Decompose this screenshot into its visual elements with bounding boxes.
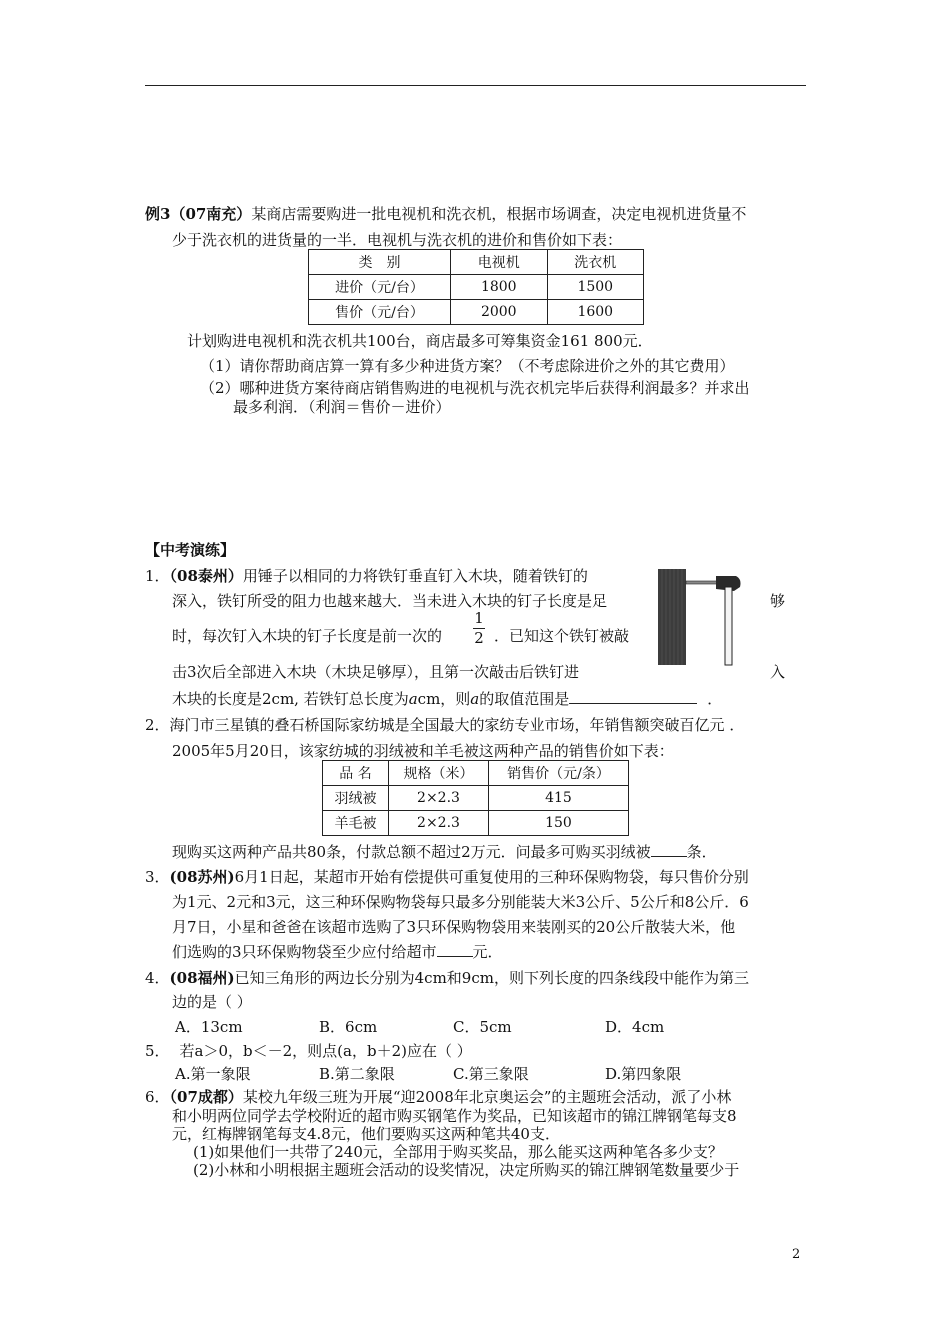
p6-line1-text: 某校九年级三班为开展“迎2008年北京奥运会”的主题班会活动，派了小林 [242,1088,732,1106]
p2-line1 [145,714,744,735]
p5-stem: 若a＞0，b＜－2，则点(a，b＋2)应在（ ） [179,1042,472,1060]
p4-option-c: C．5cm [453,1018,512,1036]
p3-source: (08苏州) [169,868,235,886]
answer-blank [437,942,473,957]
example3-q2-line2: 最多利润．（利润＝售价－进价） [233,398,451,416]
example3-plan: 计划购进电视机和洗衣机共100台，商店最多可筹集资金161 800元． [187,332,653,350]
table-cell: 415 [488,786,628,811]
p4-line1 [145,967,749,988]
table-cell: 1800 [451,275,547,300]
p1-line5-post: 的取值范围是 [479,690,570,708]
example3-q2-line1: （2）哪种进货方案待商店销售购进的电视机与洗衣机完毕后获得利润最多？并求出 [200,379,750,397]
header-rule [145,85,806,86]
table-cell: 2×2.3 [389,786,489,811]
p6-q2: (2)小林和小明根据主题班会活动的设奖情况，决定所购买的锦江牌钢笔数量要少于 [193,1161,740,1179]
p1-source: （08泰州） [169,567,243,585]
p3-line3: 月7日，小星和爸爸在该超市选购了3只环保购物袋用来装刚买的20公斤散装大米，他 [172,918,736,936]
p5-option-d: D.第四象限 [605,1065,682,1083]
p1-var-a: a [408,690,418,708]
p1-line1-text: 用锤子以相同的力将铁钉垂直钉入木块，随着铁钉的 [242,567,588,585]
p1-line4-tail: 入 [770,663,786,681]
table-row [323,811,629,836]
p4-source: (08福州) [169,969,235,987]
p1-line2: 深入，铁钉所受的阻力也越来越大．当未进入木块的钉子长度是足 [172,592,608,610]
table-cell: 售价（元/台） [309,300,451,325]
hammer-handle [725,587,732,665]
p3-line4 [172,941,503,962]
example3-line1-text: 某商店需要购进一批电视机和洗衣机，根据市场调查，决定电视机进货量不 [251,205,747,223]
p3-number: 3． [145,868,170,886]
p2-line2: 2005年5月20日，该家纺城的羽绒被和羊毛被这两种产品的销售价如下表： [172,742,674,760]
example3-source: （07南充） [170,205,252,223]
p1-number: 1． [145,567,170,585]
table-cell: 2000 [451,300,547,325]
table-header-cell: 类 别 [309,250,451,275]
p3-line1-text: 6月1日起，某超市开始有偿提供可重复使用的三种环保购物袋，每只售价分别 [234,868,749,886]
table-header-cell: 洗衣机 [547,250,643,275]
p1-line5-mid: cm，则 [417,690,471,708]
p1-line5-pre: 木块的长度是2cm, 若铁钉总长度为 [172,690,409,708]
answer-blank [569,689,697,704]
table-cell: 进价（元/台） [309,275,451,300]
p2-line1-text: 海门市三星镇的叠石桥国际家纺城是全国最大的家纺专业市场，年销售额突破百亿元 ． [169,716,745,734]
p6-number: 6． [145,1088,170,1106]
p4-number: 4． [145,969,170,987]
p1-line4: 击3次后全部进入木块（木块足够厚），且第一次敲击后铁钉进 [172,663,580,681]
table-cell: 羽绒被 [323,786,389,811]
p5-option-b: B.第二象限 [319,1065,395,1083]
p4-option-a: A．13cm [175,1018,243,1036]
p2-line3-post: 条． [686,843,717,861]
p1-var-a2: a [470,690,480,708]
table-cell: 羊毛被 [323,811,389,836]
p2-table [322,760,629,836]
table-row [323,786,629,811]
p5-option-c: C.第三象限 [453,1065,529,1083]
p5-number: 5． [145,1042,170,1060]
p1-line1 [145,565,588,586]
p4-option-d: D．4cm [605,1018,665,1036]
table-cell: 150 [488,811,628,836]
table-row [309,250,644,275]
p3-line1 [145,866,749,887]
p1-line5 [172,688,722,709]
table-row [309,275,644,300]
p2-line3-pre: 现购买这两种产品共80条，付款总额不超过2万元．问最多可购买羽绒被 [172,843,651,861]
table-row [309,300,644,325]
fraction-denominator: 2 [474,629,484,647]
p1-line2-tail: 够 [770,592,786,610]
p5-line1 [145,1040,472,1061]
table-header-cell: 规格（米） [389,761,489,786]
answer-blank [651,842,687,857]
table-header-cell: 电视机 [451,250,547,275]
p1-line5-end: ． [707,690,723,708]
table-header-cell: 品 名 [323,761,389,786]
example3-line2: 少于洗衣机的进货量的一半．电视机与洗衣机的进价和售价如下表： [172,231,623,249]
p3-line4-post: 元． [472,943,503,961]
p4-line1-text: 已知三角形的两边长分别为4cm和9cm，则下列长度的四条线段中能作为第三 [234,969,749,987]
p2-number: 2． [145,716,170,734]
p1-line3-pre: 时，每次钉入木块的钉子长度是前一次的 [172,627,443,645]
table-header-cell: 销售价（元/条） [488,761,628,786]
table-cell: 2×2.3 [389,811,489,836]
example3-q1: （1）请你帮助商店算一算有多少种进货方案？（不考虑除进价之外的其它费用） [200,357,735,375]
example3-label: 例3 [145,205,171,223]
p3-line2: 为1元、2元和3元，这三种环保购物袋每只最多分别能装大米3公斤、5公斤和8公斤．6 [172,893,749,911]
p1-fraction [470,610,488,647]
example3-line1 [145,203,746,224]
p1-line3-post: ．已知这个铁钉被敲 [494,627,630,645]
practice-heading: 【中考演练】 [145,541,236,559]
nail [686,581,718,584]
p4-line2: 边的是（ ） [172,993,252,1011]
p2-line3 [172,841,717,862]
hammer-nail-wood-icon [656,567,744,667]
p6-source: （07成都） [169,1088,243,1106]
p3-line4-pre: 们选购的3只环保购物袋至少应付给超市 [172,943,437,961]
p6-line2: 和小明两位同学去学校附近的超市购买钢笔作为奖品，已知该超市的锦江牌钢笔每支8 [172,1107,737,1125]
p5-option-a: A.第一象限 [175,1065,251,1083]
table-row [323,761,629,786]
example3-table [308,249,644,325]
p4-option-b: B．6cm [319,1018,378,1036]
p6-line3: 元，红梅牌钢笔每支4.8元，他们要购买这两种笔共40支． [172,1125,560,1143]
p6-line1 [145,1086,731,1107]
p6-q1: (1)如果他们一共带了240元，全部用于购买奖品，那么能买这两种笔各多少支？ [193,1143,723,1161]
page-number: 2 [792,1247,801,1262]
table-cell: 1600 [547,300,643,325]
fraction-numerator: 1 [474,609,484,627]
table-cell: 1500 [547,275,643,300]
